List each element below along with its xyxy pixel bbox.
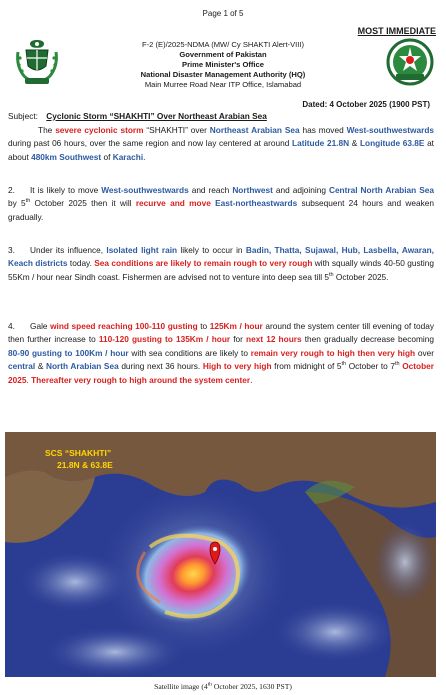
page-number: Page 1 of 5 [202, 9, 244, 18]
paragraph-1: The severe cyclonic storm “SHAKHTI” over Northeast Arabian Sea has moved West-southwestwards during past 06 hours, over the same region and now lay centered at around Latitude 21.8N & Longitude 63.8E at about 480km Southwest of Karachi. [8, 125, 435, 162]
priority-label: MOST IMMEDIATE [357, 26, 436, 36]
satellite-image [5, 432, 436, 677]
storm-coords-label: 21.8N & 63.8E [57, 460, 113, 470]
office-name: Prime Minister's Office [182, 60, 264, 69]
storm-name-label: SCS “SHAKHTI” [45, 448, 112, 458]
subject-label: Subject: [8, 111, 38, 121]
ndma-logo-icon [386, 38, 434, 86]
government-name: Government of Pakistan [179, 50, 267, 59]
date-line: Dated: 4 October 2025 (1900 PST) [302, 100, 430, 109]
address: Main Murree Road Near ITP Office, Islamabad [144, 80, 302, 89]
subject-title: Cyclonic Storm “SHAKHTI” Over Northeast Arabian Sea [46, 111, 267, 121]
reference-number: F-2 (E)/2025-NDMA (MW/ Cy SHAKTI Alert-VIII) [141, 40, 305, 49]
pakistan-state-emblem-icon [14, 38, 60, 86]
paragraph-3: 3. Under its influence, Isolated light rain likely to occur in Badin, Thatta, Sujawal, Hub, Lasbella, Awaran, Keach districts today. Sea conditions are likely to remain rough to very rough with squally winds 40-50 gusting 55Km / hour near Sindh coast. Fishermen are advised not to venture into deep sea till 5th October 2025. [8, 245, 434, 282]
subject-line [8, 111, 267, 121]
paragraph-2: 2. It is likely to move West-southwestwards and reach Northwest and adjoining Central North Arabian Sea by 5th October 2025 then it will recurve and move East-northeastwards subsequent 24 hours and weaken gradually. [8, 185, 435, 222]
paragraph-4: 4. Gale wind speed reaching 100-110 gusting to 125Km / hour around the system center till evening of today then further increase to 110-120 gusting to 135Km / hour for next 12 hours then gradually decrease becoming 80-90 gusting to 100Km / hour with sea conditions are likely to remain very rough to high then very high over central & North Arabian Sea during next 36 hours. High to very high from midnight of 5th October to 7th October 2025. Thereafter very rough to high around the system center. [8, 321, 435, 385]
authority-name: National Disaster Management Authority (HQ) [140, 70, 306, 79]
image-caption: Satellite image (4th October 2025, 1630 PST) [154, 681, 292, 691]
